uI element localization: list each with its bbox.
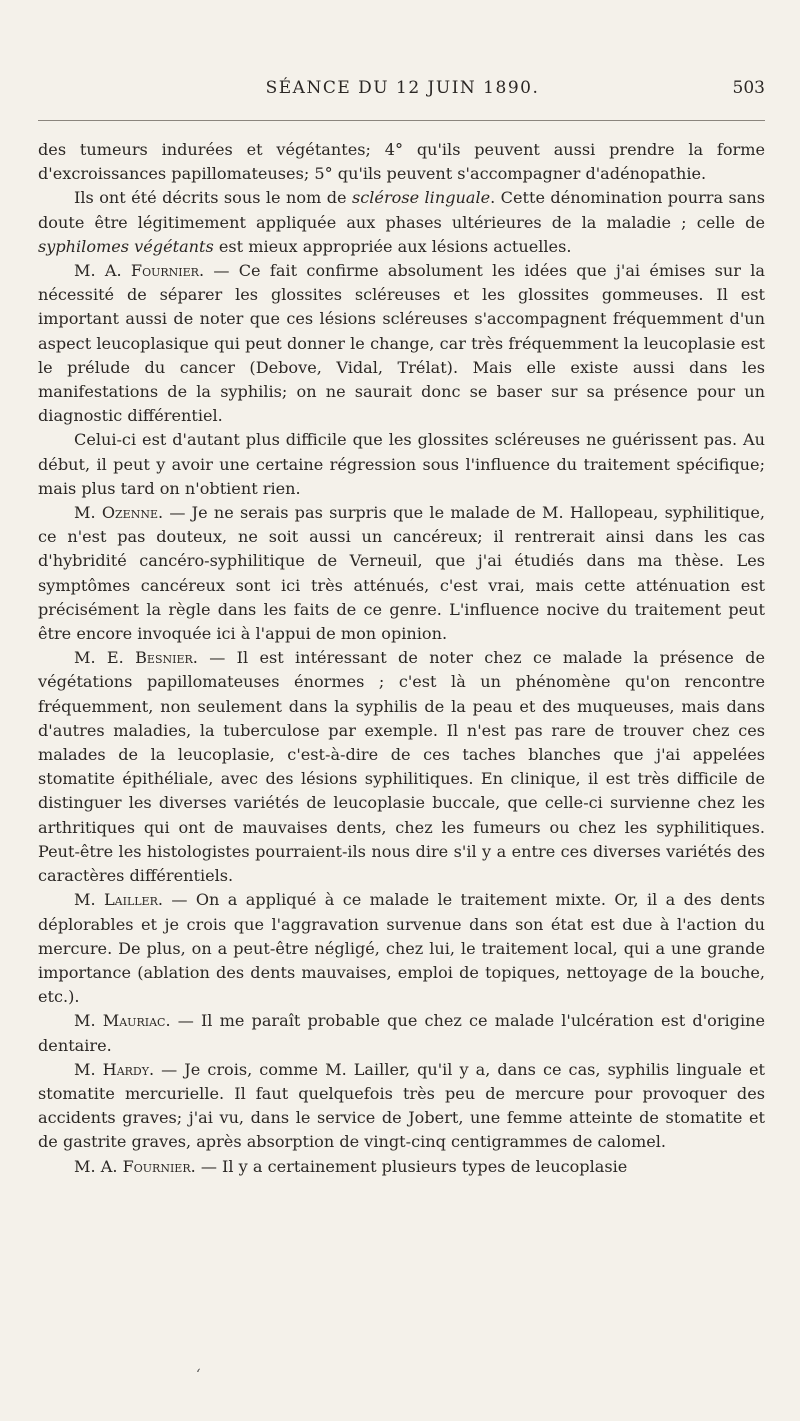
speaker-name: Ozenne xyxy=(101,503,158,523)
speaker-name: Fournier xyxy=(130,261,199,281)
speaker-name: Mauriac xyxy=(102,1011,166,1031)
italic-term: syphilomes végétants xyxy=(38,236,214,256)
header-rule xyxy=(38,120,765,121)
page-number: 503 xyxy=(732,78,765,98)
speaker-name: Besnier xyxy=(135,648,193,668)
paragraph: M. Lailler. — On a appliqué à ce malade le traitement mixte. Or, il a des dents déplorables et je crois que l'aggravation survenue dans son état est due à l'action du mercure. De plus, on a peut-être négligé, chez lui, le traitement local, qui a une grande importance (ablation des dents mauvaises, emploi de topiques, nettoyage de la bouche, etc.). xyxy=(38,890,765,1007)
speaker-prefix: M. xyxy=(74,1011,103,1031)
paragraph: Ils ont été décrits sous le nom de sclérose linguale. Cette dénomination pourra sans doute être légitimement appliquée aux phases ultérieures de la maladie ; celle de syphilomes végétants est mieux appropriée aux lésions actuelles. xyxy=(38,188,765,256)
running-header xyxy=(40,78,765,102)
body-text xyxy=(38,138,765,1179)
footer-mark: ʻ xyxy=(196,1367,201,1383)
paragraph: M. Hardy. — Je crois, comme M. Lailler, qu'il y a, dans ce cas, syphilis linguale et stomatite mercurielle. Il faut quelquefois très peu de mercure pour provoquer des accidents graves; j'ai vu, dans le service de Jobert, une femme atteinte de stomatite et de gastrite graves, après absorption de vingt-cinq centigrammes de calomel. xyxy=(38,1059,765,1152)
paragraph: M. Ozenne. — Je ne serais pas surpris que le malade de M. Hallopeau, syphilitique, ce n'est pas douteux, ne soit aussi un cancéreux; il rentrerait ainsi dans les cas d'hybridité cancéro-syphilitique de Verneuil, que j'ai étudiés dans ma thèse. Les symptômes cancéreux sont ici très atténués, c'est vrai, mais cette atténuation est précisément la règle dans les faits de ce genre. L'influence nocive du traitement peut être encore invoquée ici à l'appui de mon opinion. xyxy=(38,503,765,644)
paragraph: M. A. Fournier. — Ce fait confirme absolument les idées que j'ai émises sur la nécessité de séparer les glossites scléreuses et les glossites gommeuses. Il est important aussi de noter que ces lésions scléreuses s'accompagnent fréquemment d'un aspect leucoplasique qui peut donner le change, car très fréquemment la leucoplasie est le prélude du cancer (Debove, Vidal, Trélat). Mais elle existe aussi dans les manifestations de la syphilis; on ne saurait donc se baser sur sa présence pour un diagnostic différentiel. xyxy=(38,261,765,426)
speaker-prefix: M. A. xyxy=(74,261,131,281)
paragraph: M. A. Fournier. — Il y a certainement plusieurs types de leucoplasie xyxy=(74,1156,628,1176)
paragraph: Celui-ci est d'autant plus difficile que les glossites scléreuses ne guérissent pas. Au début, il peut y avoir une certaine régression sous l'influence du traitement spécifique; mais plus tard on n'obtient rien. xyxy=(38,430,765,498)
speaker-prefix: M. xyxy=(74,503,102,523)
speaker-prefix: M. xyxy=(74,1059,103,1079)
italic-term: sclérose linguale xyxy=(352,188,491,208)
speaker-prefix: M. xyxy=(74,890,104,910)
paragraph: M. Mauriac. — Il me paraît probable que chez ce malade l'ulcération est d'origine dentaire. xyxy=(38,1011,766,1055)
paragraph: des tumeurs indurées et végétantes; 4° qu'ils peuvent aussi prendre la forme d'excroissances papillomateuses; 5° qu'ils peuvent s'accompagner d'adénopathie. xyxy=(38,140,765,184)
speaker-name: Hardy xyxy=(102,1059,149,1079)
speaker-prefix: M. E. xyxy=(74,648,136,668)
header-title: SÉANCE DU 12 JUIN 1890. xyxy=(265,78,540,98)
speaker-name: Lailler xyxy=(103,890,158,910)
paragraph: M. E. Besnier. — Il est intéressant de noter chez ce malade la présence de végétations papillomateuses énormes ; c'est là un phénomène qu'on rencontre fréquemment, non seulement dans la syphilis de la peau et des muqueuses, mais dans d'autres maladies, la tuberculose par exemple. Il n'est pas rare de trouver chez ces malades de la leucoplasie, c'est-à-dire de ces taches blanches que j'ai appelées stomatite épithéliale, avec des lésions syphilitiques. En clinique, il est très difficile de distinguer les diverses variétés de leucoplasie buccale, que celle-ci survienne chez les arthritiques qui ont de mauvaises dents, chez les fumeurs ou chez les syphilitiques. Peut-être les histologistes pourraient-ils nous dire s'il y a entre ces diverses variétés des caractères différentiels. xyxy=(38,648,765,886)
speaker-prefix: M. A. xyxy=(74,1156,123,1176)
speaker-name: Fournier xyxy=(122,1156,191,1176)
